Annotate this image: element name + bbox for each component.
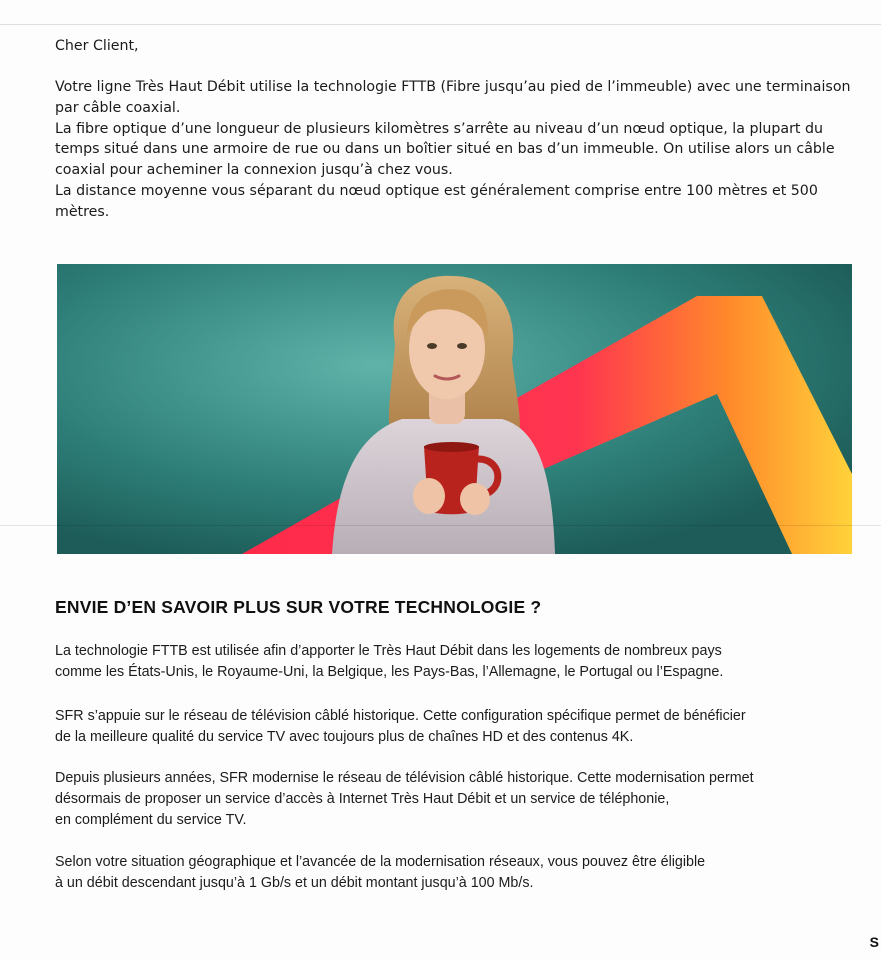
scan-fold-line-middle xyxy=(0,525,881,526)
text-line: SFR s’appuie sur le réseau de télévision câblé historique. Cette configuration spécifique permet de bénéficier xyxy=(55,708,746,724)
intro-text xyxy=(55,77,855,223)
greeting: Cher Client, xyxy=(55,38,139,54)
section-paragraph-countries xyxy=(55,641,845,683)
section-paragraph-network xyxy=(55,706,845,748)
text-line: en complément du service TV. xyxy=(55,812,247,828)
woman-eye-left xyxy=(427,343,437,349)
text-line: La technologie FTTB est utilisée afin d’apporter le Très Haut Débit dans les logements de nombreux pays xyxy=(55,643,722,659)
page-edge-mark: S xyxy=(869,934,879,950)
section-paragraph-eligibility xyxy=(55,852,845,894)
text-line: Depuis plusieurs années, SFR modernise le réseau de télévision câblé historique. Cette modernisation permet xyxy=(55,770,754,786)
text-line: à un débit descendant jusqu’à 1 Gb/s et un débit montant jusqu’à 100 Mb/s. xyxy=(55,875,534,891)
intro-paragraph: Votre ligne Très Haut Débit utilise la technologie FTTB (Fibre jusqu’au pied de l’immeuble) avec une terminaison par câble coaxial. xyxy=(55,79,851,116)
woman-hand-right xyxy=(460,483,490,515)
banner-illustration xyxy=(57,264,852,554)
text-line: désormais de proposer un service d’accès à Internet Très Haut Débit et un service de téléphonie, xyxy=(55,791,670,807)
promo-banner-image xyxy=(57,264,852,554)
woman-hand-left xyxy=(413,478,445,514)
text-line: comme les États-Unis, le Royaume-Uni, la Belgique, les Pays-Bas, l’Allemagne, le Portugal ou l’Espagne. xyxy=(55,664,724,680)
mug-rim xyxy=(424,442,479,452)
intro-paragraph: La distance moyenne vous séparant du nœud optique est généralement comprise entre 100 mètres et 500 mètres. xyxy=(55,182,818,220)
woman-eye-right xyxy=(457,343,467,349)
scan-fold-line-top xyxy=(0,24,881,25)
section-title: ENVIE D’EN SAVOIR PLUS SUR VOTRE TECHNOLOGIE ? xyxy=(55,597,542,617)
intro-paragraph: La fibre optique d’une longueur de plusieurs kilomètres s’arrête au niveau d’un nœud optique, la plupart du temps situé dans une armoire de rue ou dans un boîtier situé en bas d’un immeuble. On utilise alors un câble coaxial pour acheminer la connexion jusqu’à chez vous. xyxy=(55,120,835,179)
section-paragraph-modernisation xyxy=(55,768,845,831)
text-line: de la meilleure qualité du service TV avec toujours plus de chaînes HD et des contenus 4K. xyxy=(55,729,634,745)
text-line: Selon votre situation géographique et l’avancée de la modernisation réseaux, vous pouvez être éligible xyxy=(55,854,706,870)
